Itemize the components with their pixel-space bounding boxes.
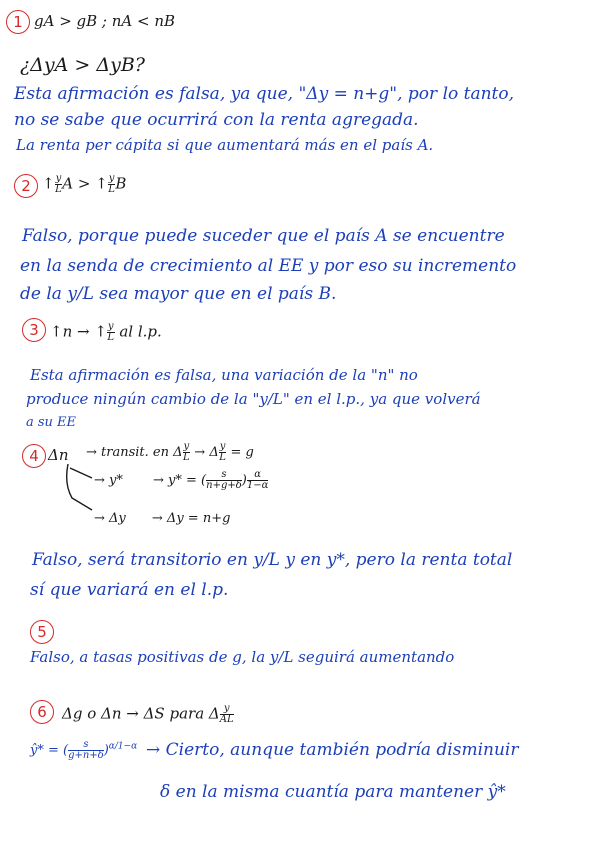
q4-answer-line-2: sí que variará en el l.p. — [30, 580, 229, 600]
q3-premise — [50, 322, 162, 343]
question-number-5: 5 — [30, 620, 54, 644]
question-number-3: 3 — [22, 318, 46, 342]
question-number-6: 6 — [30, 700, 54, 724]
q4-exp-top: α — [247, 470, 269, 481]
q2-frac2-bottom: L — [108, 184, 115, 195]
q6-answer-line-1: → Cierto, aunque también podría disminuir — [146, 740, 519, 760]
q4-branch-3 — [94, 512, 230, 525]
q3-premise-end: al l.p. — [119, 322, 162, 341]
q6-premise-start: Δg o Δn → ΔS para Δ — [62, 704, 220, 723]
q4-formula-top: s — [206, 470, 242, 481]
q4-branch-1 — [86, 442, 254, 463]
q4-branch3-right: → Δy = n+g — [151, 511, 231, 526]
q1-answer-line-2: no se sabe que ocurrirá con la renta agregada. — [14, 110, 419, 130]
q4-branch1-right: → Δ — [194, 445, 219, 460]
q2-frac2-top: y — [108, 173, 115, 184]
q4-answer-line-1: Falso, será transitorio en y/L y en y*, pero la renta total — [32, 550, 513, 570]
q4-root: Δn — [48, 446, 69, 464]
q4-b1-frac2-top: y — [219, 441, 226, 452]
q4-branch2-formula — [206, 470, 242, 491]
q2-frac-top: y — [55, 173, 62, 184]
q6-premise-fraction — [220, 704, 234, 725]
q1-question: ¿ΔyA > ΔyB? — [20, 54, 145, 76]
q4-exp-bottom: 1−α — [246, 480, 269, 491]
q6-formula: ŷ* = ( $\frac{s}{g+n+\delta}$ )$^{\alpha/1-\alpha}$ — [30, 739, 138, 761]
q4-branch2-left: → y* — [94, 473, 123, 488]
q4-branch1-result: = g — [230, 445, 254, 460]
q2-premise-left: ↑ — [42, 174, 55, 193]
q1-answer-line-1: Esta afirmación es falsa, ya que, "Δy = n+g", por lo tanto, — [14, 84, 515, 104]
q2-answer-line-2: en la senda de crecimiento al EE y por eso su incremento — [20, 256, 517, 276]
q6-formula-fraction — [68, 740, 104, 761]
q4-branch1-fraction-2 — [219, 442, 227, 463]
q4-branch3-left: → Δy — [94, 511, 126, 526]
question-number-2: 2 — [14, 174, 38, 198]
question-number-4: 4 — [22, 444, 46, 468]
q3-premise-fraction — [107, 322, 115, 343]
q1-premise: gA > gB ; nA < nB — [34, 12, 176, 30]
q3-premise-start: ↑n → ↑ — [50, 322, 107, 341]
q4-branch1-fraction — [183, 442, 191, 463]
q6-frac-top: y — [220, 704, 234, 715]
q2-premise — [42, 174, 126, 195]
q6-formula-top: s — [68, 740, 104, 751]
q6-premise — [62, 704, 234, 725]
q6-frac-bottom: AL — [219, 714, 234, 725]
q6-formula-bottom: g+n+δ — [68, 750, 104, 761]
q3-frac-bottom: L — [107, 332, 115, 343]
q2-answer-line-3: de la y/L sea mayor que en el país B. — [20, 284, 337, 304]
q4-b1-frac-top: y — [183, 441, 190, 452]
q5-answer-line-1: Falso, a tasas positivas de g, la y/L seguirá aumentando — [30, 648, 455, 666]
q3-frac-top: y — [107, 321, 114, 332]
q4-formula-bottom: n+g+δ — [206, 480, 242, 491]
q4-branch1-left: → transit. en Δ — [86, 445, 183, 460]
q6-answer-line-2: δ en la misma cuantía para mantener ŷ* — [160, 782, 506, 802]
q3-answer-line-3: a su EE — [26, 415, 77, 430]
q2-answer-line-1: Falso, porque puede suceder que el país A se encuentre — [22, 226, 505, 246]
q3-answer-line-1: Esta afirmación es falsa, una variación de la "n" no — [30, 366, 418, 384]
q4-b1-frac-bottom: L — [183, 452, 190, 463]
q1-answer-line-3: La renta per cápita si que aumentará más en el país A. — [16, 136, 434, 154]
q4-branch2-exponent — [247, 470, 269, 491]
q2-frac-bottom: L — [55, 184, 62, 195]
q3-answer-line-2: produce ningún cambio de la "y/L" en el l.p., ya que volverá — [26, 390, 481, 408]
q4-branch2-right: → y* = — [153, 473, 202, 488]
q4-b1-frac2-bottom: L — [219, 452, 226, 463]
q2-premise-mid: A > ↑ — [62, 174, 108, 193]
q4-branch-2: → y* → y* = ( $\frac{s}{n+g+\delta}$ ) $\frac{\alpha}{1-\alpha}$ — [94, 469, 269, 491]
q6-formula-exponent: α/1−α — [108, 741, 138, 752]
q2-premise-end: B — [115, 174, 127, 193]
question-number-1: 1 — [6, 10, 30, 34]
q6-formula-left: ŷ* = — [30, 743, 64, 758]
